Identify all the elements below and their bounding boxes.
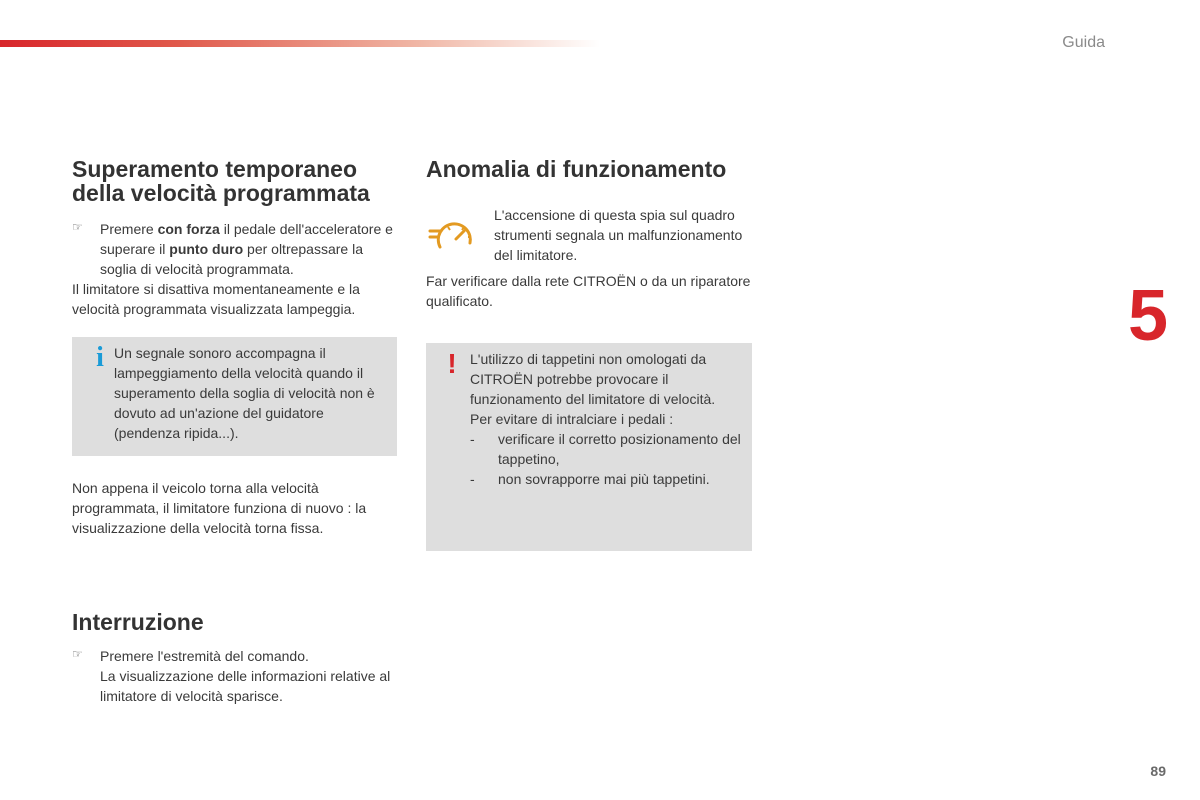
alert-list-item-text: verificare il corretto posizionamento del tappetino, <box>498 431 741 467</box>
interruption-bullet <box>72 646 397 706</box>
bullet-text-part: il pedale dell'acceleratore e superare il <box>100 221 393 257</box>
overspeed-title-line2: della velocità programmata <box>72 180 370 206</box>
overspeed-title <box>72 157 397 205</box>
after-box-paragraph: Non appena il veicolo torna alla velocità programmata, il limitatore funziona di nuovo : la visualizzazione della velocità torna fissa. <box>72 480 367 536</box>
bullet-bold-force: con forza <box>157 221 220 237</box>
bullet-text-part: Premere <box>100 221 158 237</box>
overspeed-bullet <box>72 219 397 279</box>
dash-marker: - <box>470 471 475 487</box>
section-title: Guida <box>1062 34 1105 51</box>
bullet-bold-point: punto duro <box>169 241 244 257</box>
overspeed-bullet-text <box>100 219 397 279</box>
interruption-bullet-line: Premere l'estremità del comando. <box>100 648 309 664</box>
interruption-bullet-text <box>100 646 397 706</box>
page-number: 89 <box>1150 763 1166 779</box>
pointing-hand-icon: ☞ <box>72 647 83 661</box>
alert-list-item <box>470 429 744 469</box>
speed-limiter-warning-icon <box>426 213 494 265</box>
interruption-bullet-cont: La visualizzazione delle informazioni relative al limitatore di velocità sparisce. <box>100 668 391 704</box>
alert-list-item <box>470 469 744 489</box>
malfunction-title: Anomalia di funzionamento <box>426 156 727 182</box>
overspeed-title-line1: Superamento temporaneo <box>72 156 357 182</box>
bullet-text-part: per oltrepassare la soglia di velocità programmata. <box>100 241 363 277</box>
chapter-number: 5 <box>1127 276 1168 356</box>
warning-lamp-text: L'accensione di questa spia sul quadro strumenti segnala un malfunzionamento del limitatore. <box>494 207 743 263</box>
overspeed-paragraph: Il limitatore si disattiva momentaneamente e la velocità programmata visualizzata lampeggia. <box>72 281 360 317</box>
alert-box-lead: Per evitare di intralciare i pedali : <box>470 411 674 427</box>
warning-lamp-row <box>426 207 752 265</box>
interruption-title: Interruzione <box>72 609 204 635</box>
alert-box-content <box>470 349 744 539</box>
exclamation-icon: ! <box>447 348 457 379</box>
info-box-text: Un segnale sonoro accompagna il lampeggiamento della velocità quando il superamento della soglia di velocità non è dovuto ad un'azione del guidatore (pendenza ripida...). <box>114 345 375 441</box>
info-icon: i <box>96 342 104 373</box>
dash-marker: - <box>470 431 475 447</box>
header-accent-bar <box>0 40 600 47</box>
info-box <box>72 337 397 456</box>
alert-list-item-text: non sovrapporre mai più tappetini. <box>498 471 710 487</box>
alert-box-intro: L'utilizzo di tappetini non omologati da CITROËN potrebbe provocare il funzionamento del limitatore di velocità. <box>470 351 716 407</box>
malfunction-paragraph: Far verificare dalla rete CITROËN o da un riparatore qualificato. <box>426 273 751 309</box>
pointing-hand-icon: ☞ <box>72 220 83 234</box>
right-column <box>426 157 752 551</box>
alert-box <box>426 343 752 551</box>
left-column <box>72 157 397 706</box>
